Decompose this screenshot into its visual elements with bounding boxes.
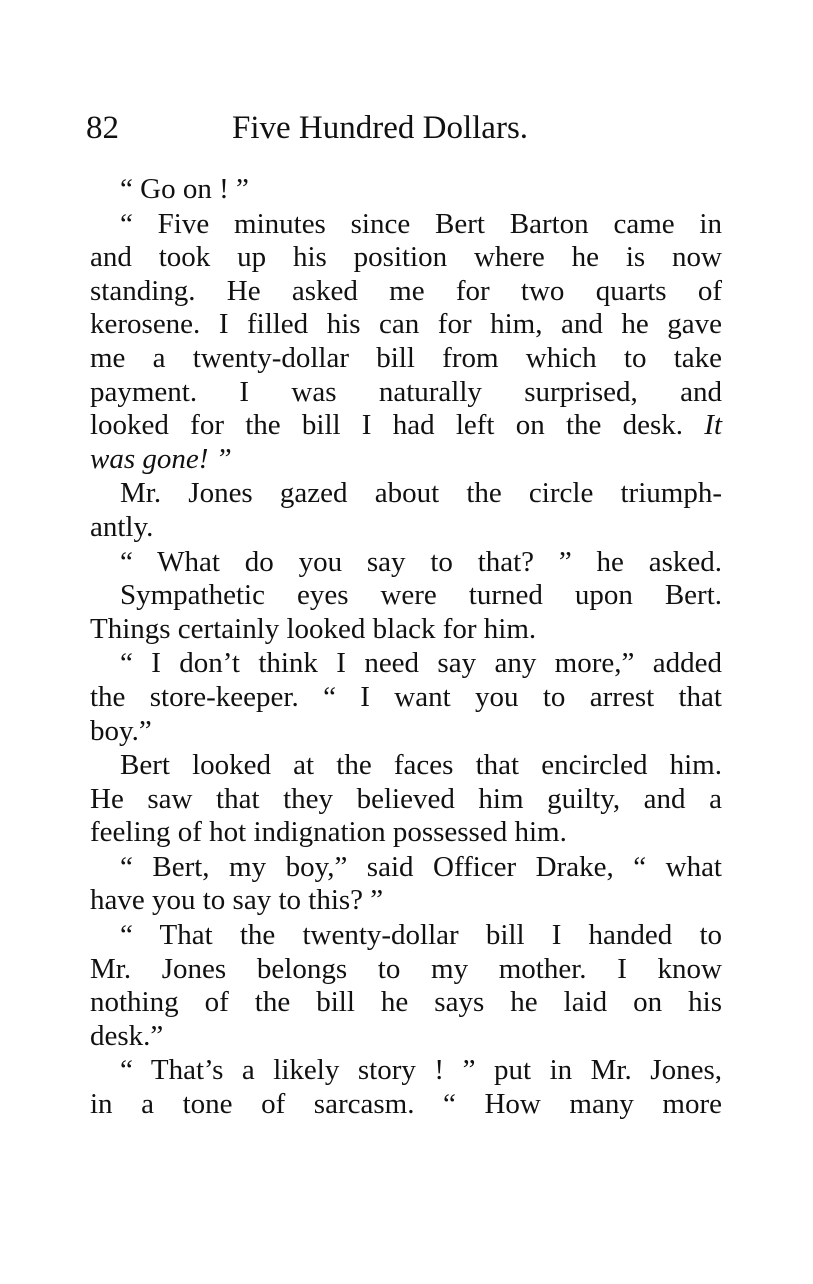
text-line: me a twenty-dollar bill from which to take: [90, 341, 722, 374]
text-line: Bert looked at the faces that encircled him.: [120, 749, 722, 782]
running-title: Five Hundred Dollars.: [232, 110, 529, 146]
text-line: feeling of hot indignation possessed him.: [90, 816, 567, 849]
text-line: antly.: [90, 510, 154, 543]
text-line: “ What do you say to that? ” he asked.: [120, 545, 722, 578]
page-header: [86, 110, 726, 160]
text-line: kerosene. I filled his can for him, and he gave: [90, 308, 722, 341]
text-line: Things certainly looked black for him.: [90, 612, 537, 645]
text-line: in a tone of sarcasm. “ How many more: [90, 1088, 722, 1121]
text-line-segment: looked for the bill I had left on the desk.: [90, 409, 684, 442]
text-line: [90, 409, 722, 443]
page-number: 82: [86, 110, 119, 146]
text-line: and took up his position where he is now: [90, 241, 722, 274]
text-line: payment. I was naturally surprised, and: [90, 375, 722, 408]
text-line: Mr. Jones belongs to my mother. I know: [90, 952, 722, 985]
text-line: “ Bert, my boy,” said Officer Drake, “ what: [120, 850, 722, 883]
text-line: the store-keeper. “ I want you to arrest that: [90, 680, 722, 713]
text-line: have you to say to this? ”: [90, 884, 384, 917]
text-line: “ Go on ! ”: [120, 173, 249, 205]
body-text: [90, 173, 722, 1122]
text-line: “ Five minutes since Bert Barton came in: [120, 207, 722, 240]
text-line: “ That’s a likely story ! ” put in Mr. Jones,: [120, 1054, 722, 1087]
text-line: boy.”: [90, 714, 152, 747]
text-line: “ I don’t think I need say any more,” added: [120, 647, 722, 680]
text-line: He saw that they believed him guilty, and a: [90, 782, 722, 815]
text-line: nothing of the bill he says he laid on his: [90, 986, 722, 1019]
text-line: “ That the twenty-dollar bill I handed to: [120, 919, 722, 952]
text-line: desk.”: [90, 1019, 164, 1052]
text-line: Mr. Jones gazed about the circle triumph-: [120, 477, 722, 510]
italic-text: It: [704, 409, 722, 442]
italic-text-line: was gone! ”: [90, 442, 232, 475]
text-line: standing. He asked me for two quarts of: [90, 274, 722, 307]
text-line: Sympathetic eyes were turned upon Bert.: [120, 579, 722, 612]
